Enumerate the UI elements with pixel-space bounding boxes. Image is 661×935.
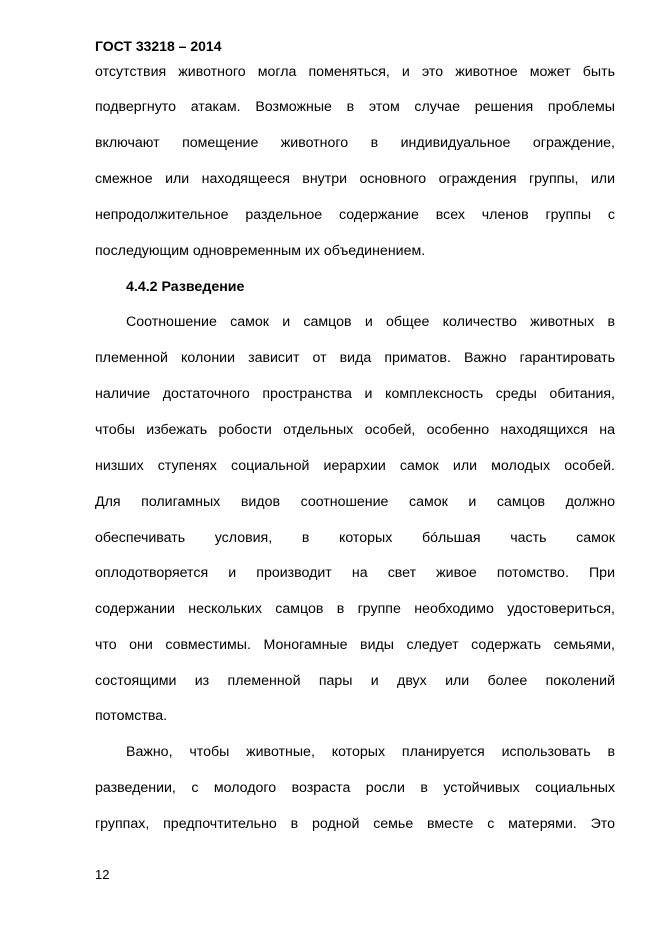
text-line: Для полигамных видов соотношение самок и самцов должно <box>95 494 615 510</box>
section-heading: 4.4.2 Разведение <box>126 279 245 295</box>
text-line: группах, предпочтительно в родной семье вместе с матерями. Это <box>95 816 615 832</box>
text-line: оплодотворяется и производит на свет живое потомство. При <box>95 565 615 581</box>
text-line: наличие достаточного пространства и комплексность среды обитания, <box>95 386 615 402</box>
text-line: племенной колонии зависит от вида приматов. Важно гарантировать <box>95 350 615 366</box>
text-line: включают помещение животного в индивидуальное ограждение, <box>95 135 615 151</box>
page-number: 12 <box>95 867 110 882</box>
text-line: чтобы избежать робости отдельных особей, особенно находящихся на <box>95 422 615 438</box>
text-line: состоящими из племенной пары и двух или более поколений <box>95 673 615 689</box>
text-line: Соотношение самок и самцов и общее количество животных в <box>126 314 615 330</box>
text-line: непродолжительное раздельное содержание всех членов группы с <box>95 207 615 223</box>
text-line: отсутствия животного могла поменяться, и это животное может быть <box>95 64 615 80</box>
text-line: потомства. <box>95 708 168 724</box>
text-line: Важно, чтобы животные, которых планируется использовать в <box>126 744 615 760</box>
text-line: низших ступенях социальной иерархии самок или молодых особей. <box>95 458 615 474</box>
document-header: ГОСТ 33218 – 2014 <box>95 38 222 54</box>
text-line: последующим одновременным их объединением. <box>95 243 426 259</box>
text-line: содержании нескольких самцов в группе необходимо удостовериться, <box>95 601 615 617</box>
text-line: разведении, с молодого возраста росли в устойчивых социальных <box>95 780 615 796</box>
text-line: смежное или находящееся внутри основного ограждения группы, или <box>95 171 615 187</box>
text-line: подвергнуто атакам. Возможные в этом случае решения проблемы <box>95 99 615 115</box>
text-line: что они совместимы. Моногамные виды следует содержать семьями, <box>95 637 615 653</box>
text-line: обеспечивать условия, в которых бóльшая часть самок <box>95 530 615 546</box>
